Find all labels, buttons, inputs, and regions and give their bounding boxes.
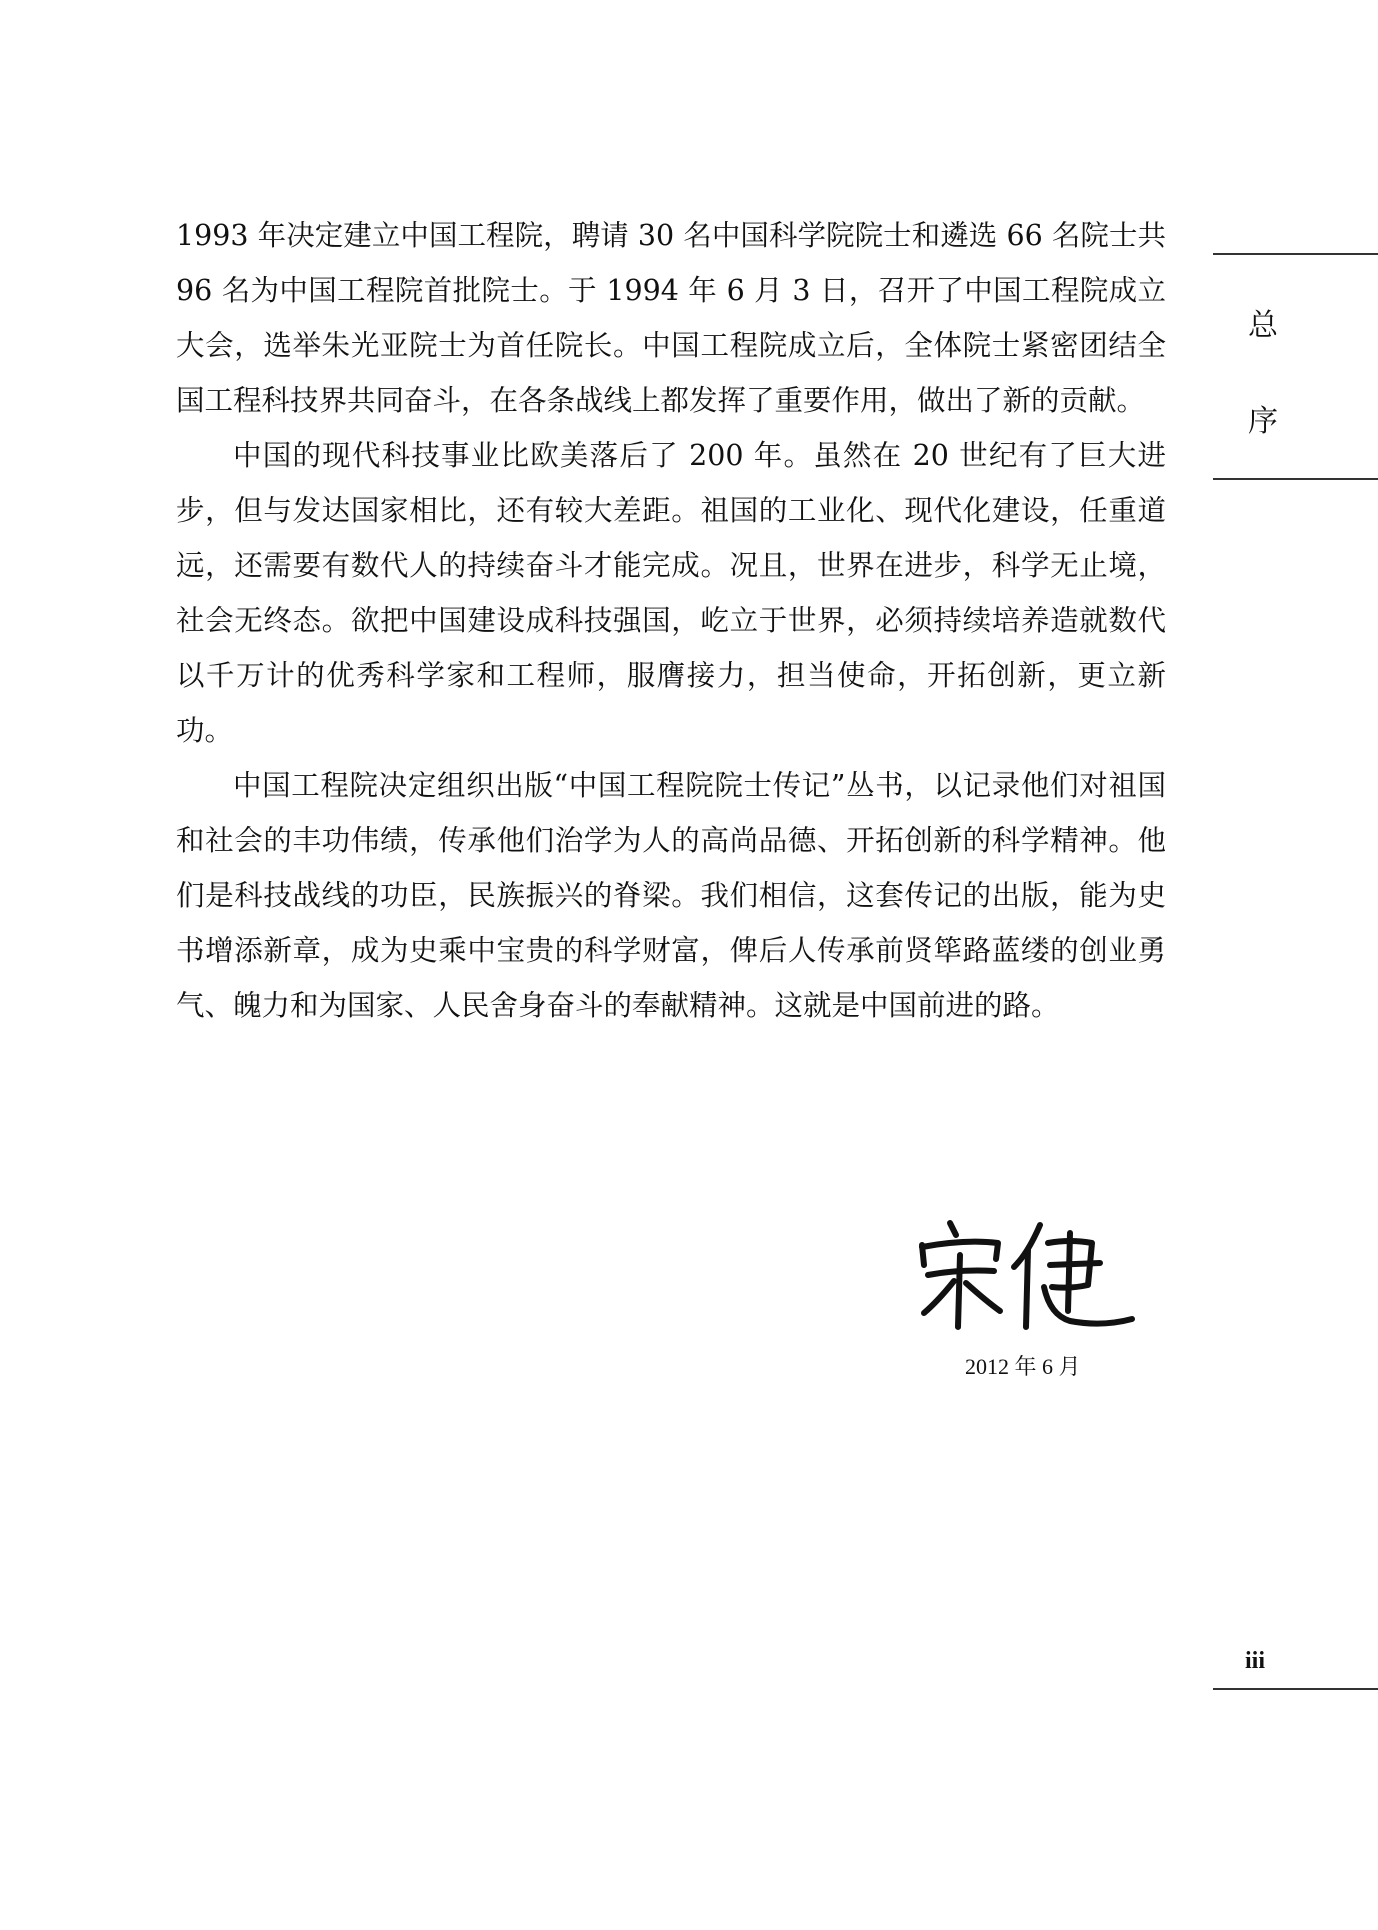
body-text [176,208,1166,1033]
side-label-char-1: 总 [1248,308,1278,343]
side-label-char-2: 序 [1248,404,1278,439]
signature-date: 2012 年 6 月 [965,1354,1081,1379]
page-number: iii [1245,1648,1266,1674]
side-rule-bottom [1213,478,1378,480]
paragraph-3: 中国工程院决定组织出版“中国工程院院士传记”丛书，以记录他们对祖国和社会的丰功伟绩，传承他们治学为人的高尚品德、开拓创新的科学精神。他们是科技战线的功臣，民族振兴的脊梁。我们相信，这套传记的出版，能为史书增添新章，成为史乘中宝贵的科学财富，俾后人传承前贤筚路蓝缕的创业勇气、魄力和为国家、人民舍身奋斗的奉献精神。这就是中国前进的路。 [176,769,1166,1022]
paragraph-1: 1993 年决定建立中国工程院，聘请 30 名中国科学院院士和遴选 66 名院士共 96 名为中国工程院首批院士。于 1994 年 6 月 3 日，召开了中国工程院成立大会，选举朱光亚院士为首任院长。中国工程院成立后，全体院士紧密团结全国工程科技界共同奋斗，在各条战线上都发挥了重要作用，做出了新的贡献。 [176,219,1166,417]
page-number-rule [1213,1688,1378,1690]
side-rule-top [1213,253,1378,255]
paragraph-2: 中国的现代科技事业比欧美落后了 200 年。虽然在 20 世纪有了巨大进步，但与发达国家相比，还有较大差距。祖国的工业化、现代化建设，任重道远，还需要有数代人的持续奋斗才能完成。况且，世界在进步，科学无止境，社会无终态。欲把中国建设成科技强国，屹立于世界，必须持续培养造就数代以千万计的优秀科学家和工程师，服膺接力，担当使命，开拓创新，更立新功。 [176,439,1166,747]
handwritten-signature [910,1215,1140,1335]
